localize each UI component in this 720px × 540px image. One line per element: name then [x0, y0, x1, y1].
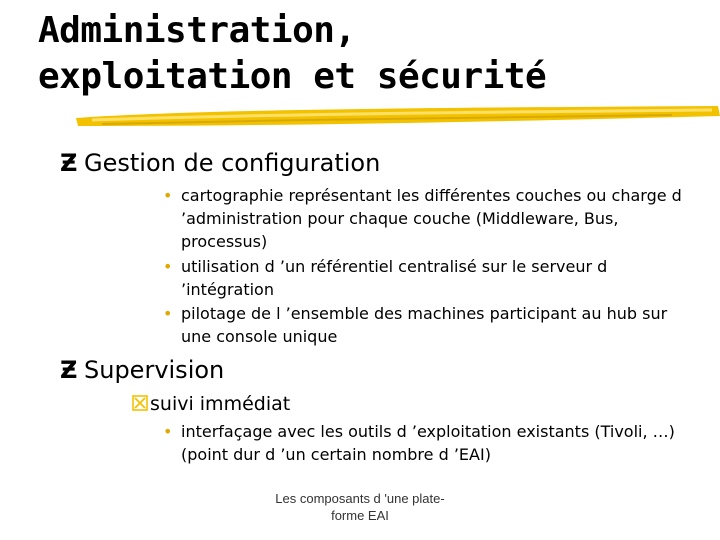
footer-line-1: Les composants d 'une plate-: [275, 491, 445, 506]
section-heading-label: Supervision: [84, 356, 225, 384]
x-box-icon: [130, 395, 150, 411]
section-heading-supervision: [60, 355, 224, 385]
slide-title: [38, 8, 546, 100]
sub-heading-label: suivi immédiat: [150, 393, 291, 415]
slide-title-line-2: exploitation et sécurité: [38, 56, 547, 97]
slide-footer: [230, 490, 490, 524]
sub-heading-suivi: [130, 392, 290, 416]
z-bullet-icon: Ƶ: [60, 149, 78, 177]
title-underline-brush-stroke: [72, 100, 720, 132]
section-heading-label: Gestion de configuration: [84, 149, 381, 177]
dot-bullet-icon: •: [163, 186, 173, 205]
list-item: [163, 255, 683, 301]
dot-bullet-icon: •: [163, 304, 173, 323]
dot-bullet-icon: •: [163, 422, 173, 441]
list-item: [163, 302, 683, 348]
list-item: [163, 420, 683, 466]
footer-line-2: forme EAI: [331, 508, 389, 523]
z-bullet-icon: Ƶ: [60, 356, 78, 384]
list-item: [163, 184, 683, 253]
slide-title-line-1: Administration,: [38, 10, 356, 51]
list-item-text: cartographie représentant les différentes couches ou charge d ’administration pour chaque couche (Middleware, Bus, processus): [181, 186, 682, 251]
dot-bullet-icon: •: [163, 257, 173, 276]
list-item-text: interfaçage avec les outils d ’exploitation existants (Tivoli, …) (point dur d ’un certain nombre d ’EAI): [181, 422, 675, 464]
list-item-text: pilotage de l ’ensemble des machines participant au hub sur une console unique: [181, 304, 668, 346]
section-heading-configuration: [60, 148, 380, 178]
list-item-text: utilisation d ’un référentiel centralisé sur le serveur d ’intégration: [181, 257, 608, 299]
